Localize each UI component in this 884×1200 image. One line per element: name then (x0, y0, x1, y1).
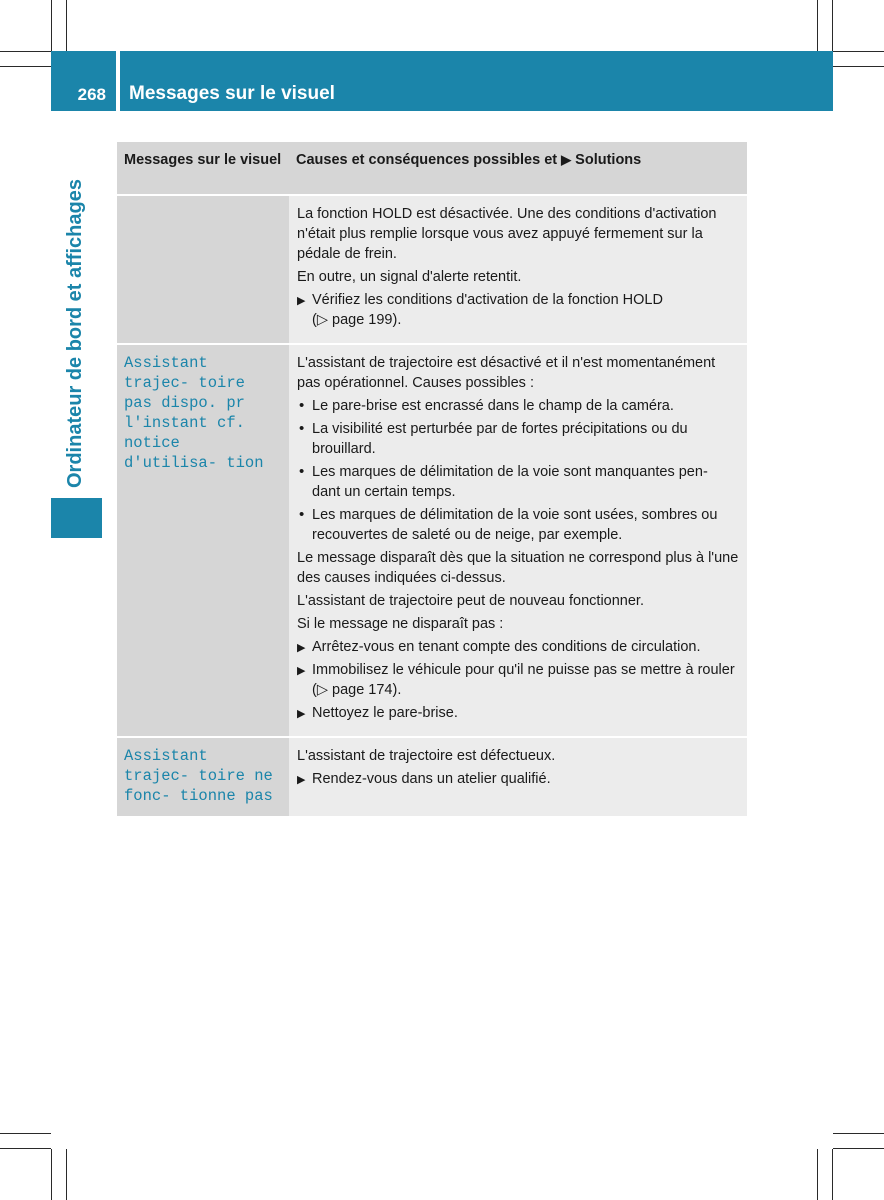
action-item (297, 769, 740, 789)
table-header-row (117, 142, 747, 195)
causes-cell (289, 344, 747, 737)
bullet-item (297, 462, 740, 502)
section-tab-marker (51, 498, 102, 538)
bullet-item (297, 396, 740, 416)
action-text: Nettoyez le pare-brise. (312, 705, 458, 721)
header-messages: Messages sur le visuel (117, 142, 289, 195)
action-text: Arrêtez-vous en tenant compte des conditions de circulation. (312, 639, 701, 655)
action-item (297, 637, 740, 657)
header-causes-text: Causes et conséquences possibles et (296, 152, 558, 168)
table-row (117, 737, 747, 816)
crop-mark (51, 0, 52, 51)
bullet-text: Les marques de délimitation de la voie sont manquantes pen- dant un certain temps. (312, 464, 708, 500)
page-reference-link[interactable]: (▷ page 174). (312, 682, 402, 698)
causes-cell (289, 195, 747, 344)
page-reference-link[interactable]: (▷ page 199). (312, 312, 402, 328)
cause-paragraph: L'assistant de trajectoire est désactivé et il n'est momentanément pas opérationnel. Causes possibles : (297, 355, 716, 391)
action-arrow-icon: ▶ (297, 774, 306, 786)
cause-paragraph: Si le message ne disparaît pas : (297, 616, 504, 632)
cause-paragraph: L'assistant de trajectoire peut de nouveau fonctionner. (297, 593, 644, 609)
section-tab-label: Ordinateur de bord et affichages (64, 179, 86, 488)
crop-mark (0, 51, 51, 52)
crop-mark (833, 1148, 884, 1149)
action-text: Rendez-vous dans un atelier qualifié. (312, 771, 551, 787)
action-item (297, 703, 740, 723)
cause-paragraph: L'assistant de trajectoire est défectueux. (297, 748, 556, 764)
crop-mark (833, 66, 884, 67)
bullet-text: La visibilité est perturbée par de fortes précipitations ou du brouillard. (312, 421, 688, 457)
display-message-text: Assistant trajec- toire ne fonc- tionne pas (124, 747, 273, 805)
bullet-text: Les marques de délimitation de la voie sont usées, sombres ou recouvertes de saleté ou de neige, par exemple. (312, 507, 718, 543)
action-text: Immobilisez le véhicule pour qu'il ne puisse pas se mettre à rouler (312, 662, 735, 678)
bullet-icon: • (299, 463, 305, 480)
crop-mark (0, 1133, 51, 1134)
header-causes (289, 142, 747, 195)
page-number: 268 (77, 85, 106, 104)
crop-mark (66, 0, 67, 51)
display-message-text: Assistant trajec- toire pas dispo. pr l'instant cf. notice d'utilisa- tion (124, 354, 264, 472)
action-item (297, 290, 740, 330)
action-item (297, 660, 740, 700)
display-message (124, 353, 282, 473)
bullet-item (297, 505, 740, 545)
table-row (117, 344, 747, 737)
page-number-box (51, 51, 116, 111)
cause-paragraph: En outre, un signal d'alerte retentit. (297, 269, 522, 285)
action-arrow-icon: ▶ (297, 708, 306, 720)
bullet-icon: • (299, 397, 305, 414)
crop-mark (0, 1148, 51, 1149)
crop-mark (833, 51, 884, 52)
crop-mark (66, 1149, 67, 1200)
message-cell (117, 737, 289, 816)
action-text: Vérifiez les conditions d'activation de la fonction HOLD (312, 292, 663, 308)
header-solutions-text: Solutions (575, 152, 642, 168)
cause-paragraph: Le message disparaît dès que la situation ne correspond plus à l'une des causes indiquées ci-dessus. (297, 550, 739, 586)
crop-mark (832, 1149, 833, 1200)
crop-mark (817, 1149, 818, 1200)
crop-mark (0, 66, 51, 67)
action-arrow-icon: ▶ (297, 295, 306, 307)
crop-mark (832, 0, 833, 51)
causes-cell (289, 737, 747, 816)
bullet-icon: • (299, 420, 305, 437)
bullet-item (297, 419, 740, 459)
message-cell (117, 195, 289, 344)
action-arrow-icon: ▶ (297, 642, 306, 654)
crop-mark (833, 1133, 884, 1134)
header-bar (120, 51, 833, 111)
crop-mark (51, 1149, 52, 1200)
bullet-icon: • (299, 506, 305, 523)
action-arrow-icon: ▶ (561, 152, 572, 167)
table-row (117, 195, 747, 344)
action-arrow-icon: ▶ (297, 665, 306, 677)
crop-mark (817, 0, 818, 51)
bullet-text: Le pare-brise est encrassé dans le champ de la caméra. (312, 398, 674, 414)
cause-paragraph: La fonction HOLD est désactivée. Une des conditions d'activation n'était plus remplie lorsque vous avez appuyé fermement sur la pédale de frein. (297, 206, 717, 262)
page-title: Messages sur le visuel (129, 83, 335, 104)
message-cell (117, 344, 289, 737)
messages-table (117, 142, 747, 816)
